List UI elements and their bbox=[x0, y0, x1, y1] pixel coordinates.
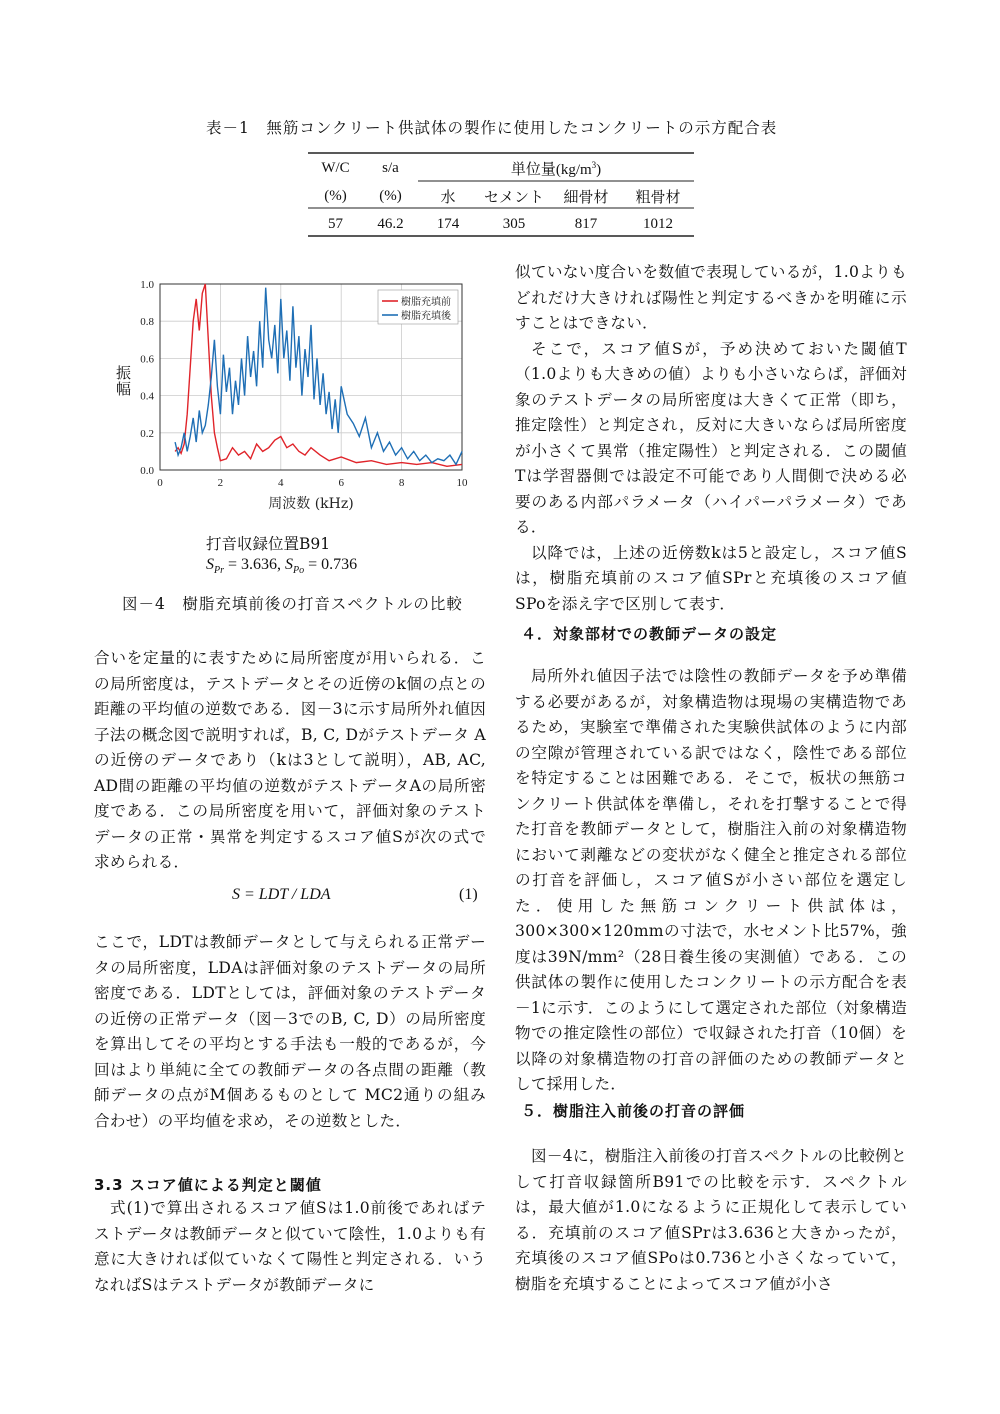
section-4-heading: ４．対象部材での教師データの設定 bbox=[521, 625, 778, 643]
sub-water: 水 bbox=[440, 189, 456, 206]
y-tick-label: 0.4 bbox=[140, 390, 154, 403]
figure-location-label: 打音収録位置B91 bbox=[206, 535, 331, 553]
equation-number: (1) bbox=[459, 886, 478, 903]
legend-label: 樹脂充填後 bbox=[401, 311, 451, 322]
y-tick-label: 0.8 bbox=[140, 316, 154, 329]
cell-sa: 46.2 bbox=[377, 215, 404, 232]
cell-coarse: 1012 bbox=[643, 215, 673, 232]
equation-1: S = LDT / LDA bbox=[232, 886, 331, 903]
left-column-2 bbox=[94, 930, 486, 1134]
left-paragraph-3: 式(1)で算出されるスコア値Sは1.0前後であればテストデータは教師データと似ていて陰性，1.0よりも有意に大きければ似ていなくて陽性と判定される．いうなればSはテストデータが教師データに bbox=[94, 1199, 486, 1294]
right-paragraph-4: 局所外れ値因子法では陰性の教師データを予め準備する必要があるが，対象構造物は現場の実構造物であるため，実験室で準備された実験供試体のように内部の空隙が管理されている訳ではなく，陰性である部位を特定することは困難である．そこで，板状の無筋コンクリート供試体を準備し，それを打撃することで得た打音を教師データとして，樹脂注入前の対象構造物において剥離などの変状がなく健全と推定される部位の打音を評価し，スコア値Sが小さい部位を選定した．使用した無筋コンクリート供試体は，300×300×120mmの寸法で，水セメント比57%，強度は39N/mm²（28日養生後の実測値）である．この供試体の製作に使用したコンクリートの示方配合を表－1に示す．このようにして選定された部位（対象構造物での推定陰性の部位）で収録された打音（10個）を以降の対象構造物の打音の評価のための教師データとして採用した． bbox=[515, 667, 907, 1093]
cell-water: 174 bbox=[436, 215, 460, 232]
y-tick-label: 1.0 bbox=[140, 279, 154, 291]
col-wc: W/C bbox=[321, 159, 350, 176]
figure-score-label: $S_{Pr} = 3.636$, $S_{Po} = 0.736$ bbox=[206, 556, 358, 577]
x-tick-label: 2 bbox=[217, 477, 224, 489]
section-5-heading: ５．樹脂注入前後の打音の評価 bbox=[521, 1102, 746, 1120]
sub-cement: セメント bbox=[483, 189, 544, 206]
left-column-3 bbox=[94, 1196, 486, 1298]
section-3-3-heading: 3.3 スコア値による判定と閾値 bbox=[94, 1176, 322, 1194]
right-paragraph-1: 似ていない度合いを数値で表現しているが，1.0よりもどれだけ大きければ陽性と判定するべきかを明確に示すことはできない． bbox=[515, 263, 907, 332]
spectrum-chart bbox=[120, 272, 480, 522]
col-sa: s/a bbox=[382, 159, 399, 176]
y-tick-label: 0.2 bbox=[140, 427, 154, 440]
right-paragraph-3: 以降では，上述の近傍数kは5と設定し，スコア値Sは，樹脂充填前のスコア値SPrと充填後のスコア値SPoを添え字で区別して表す． bbox=[515, 543, 907, 613]
cell-cement: 305 bbox=[502, 215, 526, 232]
chart-xlabel: 周波数 (kHz) bbox=[268, 496, 354, 512]
left-paragraph-1: 合いを定量的に表すために局所密度が用いられる．この局所密度は，テストデータとその近傍のk個の点との距離の平均値の逆数である．図－3に示す局所外れ値因子法の概念図で説明すれば，B, C, Dがテストデータ Aの近傍のデータであり（kは3として説明），AB, AC, AD間の距離の平均値の逆数がテストデータAの局所密度である．この局所密度を用いて，評価対象のテストデータの正常・異常を判定するスコア値Sが次の式で求められる． bbox=[94, 649, 486, 871]
figure-caption: 図－4 樹脂充填前後の打音スペクトルの比較 bbox=[122, 595, 463, 613]
sub-fine: 細骨材 bbox=[563, 189, 609, 206]
unit-sa: (%) bbox=[379, 187, 402, 204]
left-column bbox=[94, 646, 486, 876]
right-column bbox=[515, 260, 907, 617]
x-tick-label: 4 bbox=[278, 477, 284, 489]
left-paragraph-2: ここで，LDTは教師データとして与えられる正常データの局所密度，LDAは評価対象のテストデータの局所密度である．LDTとしては，評価対象のテストデータの近傍の正常データ（図－3でのB, C, D）の局所密度を算出してその平均とする手法も一般的であるが，今回はより単純に全ての教師データの各点間の距離（教師データの点がM個あるものとして MC2通りの組み合わせ）の平均値を求め，その逆数とした． bbox=[94, 933, 486, 1130]
y-tick-label: 0.6 bbox=[140, 353, 154, 366]
x-tick-label: 8 bbox=[398, 477, 405, 489]
right-column-5 bbox=[515, 1144, 907, 1297]
legend-label: 樹脂充填前 bbox=[401, 297, 451, 308]
y-tick-label: 0.0 bbox=[140, 465, 154, 477]
unit-wc: (%) bbox=[324, 187, 347, 204]
x-tick-label: 0 bbox=[157, 477, 163, 489]
cell-wc: 57 bbox=[328, 215, 343, 232]
mix-table bbox=[308, 154, 694, 238]
x-tick-label: 6 bbox=[338, 477, 344, 489]
x-tick-label: 10 bbox=[456, 477, 468, 489]
unit-group-header: 単位量$(kg/m^3)$ bbox=[510, 159, 602, 178]
right-paragraph-5: 図－4に，樹脂注入前後の打音スペクトルの比較例として打音収録箇所B91での比較を示す．スペクトルは，最大値が1.0になるように正規化して表示している．充填前のスコア値SPrは3.636と大きかったが，充填後のスコア値SPoは0.736と小さくなっていて，樹脂を充填することによってスコア値が小さ bbox=[515, 1147, 907, 1293]
chart-ylabel: 振幅 bbox=[114, 365, 132, 397]
table-caption: 表－1 無筋コンクリート供試体の製作に使用したコンクリートの示方配合表 bbox=[206, 119, 778, 137]
sub-coarse: 粗骨材 bbox=[635, 189, 681, 206]
right-paragraph-2: そこで，スコア値Sが，予め決めておいた閾値T（1.0よりも大きめの値）よりも小さいならば，評価対象のテストデータの局所密度は大きくて正常（即ち，推定陰性）と判定され，反対に大きいならば局所密度が小さくて異常（推定陽性）と判定される．この閾値Tは学習器側では設定不可能であり人間側で決める必要のある内部パラメータ（ハイパーパラメータ）である． bbox=[515, 339, 907, 536]
table-row bbox=[308, 210, 694, 238]
right-column-4 bbox=[515, 664, 907, 1098]
cell-fine: 817 bbox=[574, 215, 598, 232]
